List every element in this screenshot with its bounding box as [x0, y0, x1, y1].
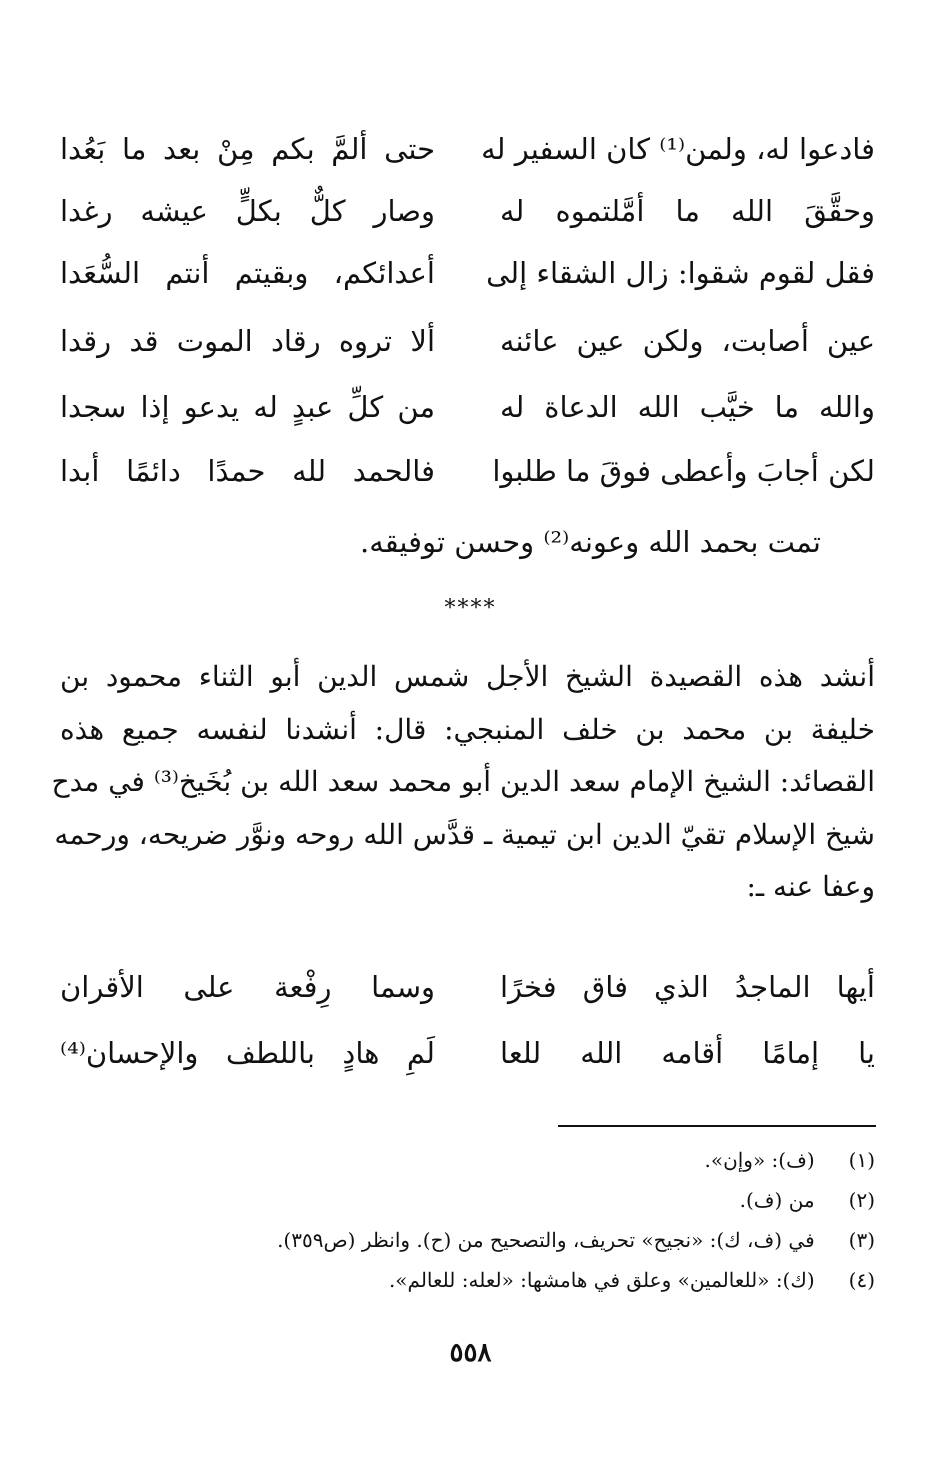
- footnote-text: في (ف، ك): «نجيح» تحريف، والتصحيح من (ح). وانظر (ص٣٥٩).: [277, 1228, 815, 1252]
- verse-line: [60, 440, 875, 502]
- verse-second-hemistich: لَمِ هادٍ باللطف والإحسان⁽⁴⁾: [60, 1036, 435, 1070]
- verse-first-hemistich: أيها الماجدُ الذي فاق فخرًا: [500, 970, 875, 1004]
- verse-second-hemistich: وصار كلٌّ بكلٍّ عيشه رغدا: [60, 194, 435, 228]
- page-number: ٥٥٨: [449, 1338, 492, 1368]
- verse-first-hemistich: يا إمامًا أقامه الله للعا: [500, 1036, 875, 1070]
- verse-first-hemistich: فقل لقوم شقوا: زال الشقاء إلى: [486, 256, 875, 290]
- verse-second-hemistich: حتى ألمَّ بكم مِنْ بعد ما بَعُدا: [60, 132, 435, 166]
- verse-first-hemistich: فادعوا له، ولمن⁽¹⁾ كان السفير له: [481, 132, 875, 166]
- section-separator: ****: [444, 596, 497, 621]
- verse-line: [60, 956, 875, 1018]
- footnotes: [60, 1140, 875, 1300]
- paragraph-line: القصائد: الشيخ الإمام سعد الدين أبو محمد سعد الله بن بُخَيخ⁽³⁾ في مدح: [51, 765, 875, 798]
- verse-second-hemistich: وسما رِفْعة على الأقران: [60, 970, 435, 1004]
- footnote: [60, 1260, 875, 1300]
- footnote-number: (١): [848, 1148, 875, 1172]
- verse-first-hemistich: والله ما خيَّب الله الدعاة له: [500, 390, 875, 424]
- footnote: [60, 1180, 875, 1220]
- footnote-text: (ك): «للعالمين» وعلق في هامشها: «لعله: للعالم».: [388, 1268, 815, 1292]
- verse-second-hemistich: أعدائكم، وبقيتم أنتم السُّعَدا: [60, 256, 435, 290]
- verse-line: [60, 1022, 875, 1084]
- closing-line: تمت بحمد الله وعونه⁽²⁾ وحسن توفيقه.: [359, 525, 821, 559]
- verse-line: [60, 118, 875, 180]
- verse-line: [60, 310, 875, 372]
- footnote-text: (ف): «وإن».: [704, 1148, 815, 1172]
- verse-line: [60, 376, 875, 438]
- paragraph-line: شيخ الإسلام تقيّ الدين ابن تيمية ـ قدَّس الله روحه ونوَّر ضريحه، ورحمه: [54, 817, 875, 851]
- verse-first-hemistich: لكن أجابَ وأعطى فوقَ ما طلبوا: [492, 454, 875, 488]
- intro-paragraph: [51, 651, 875, 914]
- verse-first-hemistich: عين أصابت، ولكن عين عائنه: [500, 324, 875, 358]
- paragraph-line: وعفا عنه ـ:: [746, 870, 875, 903]
- footnote-number: (٤): [848, 1268, 875, 1292]
- footnote: [60, 1140, 875, 1180]
- footnote-number: (٣): [848, 1228, 875, 1252]
- verse-line: [60, 242, 875, 304]
- footnote-text: من (ف).: [739, 1188, 815, 1212]
- verse-line: [60, 180, 875, 242]
- paragraph-line: خليفة بن محمد بن خلف المنبجي: قال: أنشدنا لنفسه جميع هذه: [60, 712, 875, 746]
- footnote-divider: [558, 1125, 876, 1127]
- verse-second-hemistich: ألا تروه رقاد الموت قد رقدا: [60, 324, 435, 358]
- verse-first-hemistich: وحقَّقَ الله ما أمَّلتموه له: [500, 194, 875, 228]
- footnote: [60, 1220, 875, 1260]
- verse-second-hemistich: من كلِّ عبدٍ له يدعو إذا سجدا: [60, 390, 435, 424]
- footnote-number: (٢): [848, 1188, 875, 1212]
- verse-second-hemistich: فالحمد لله حمدًا دائمًا أبدا: [60, 454, 435, 488]
- paragraph-line: أنشد هذه القصيدة الشيخ الأجل شمس الدين أبو الثناء محمود بن: [60, 660, 875, 693]
